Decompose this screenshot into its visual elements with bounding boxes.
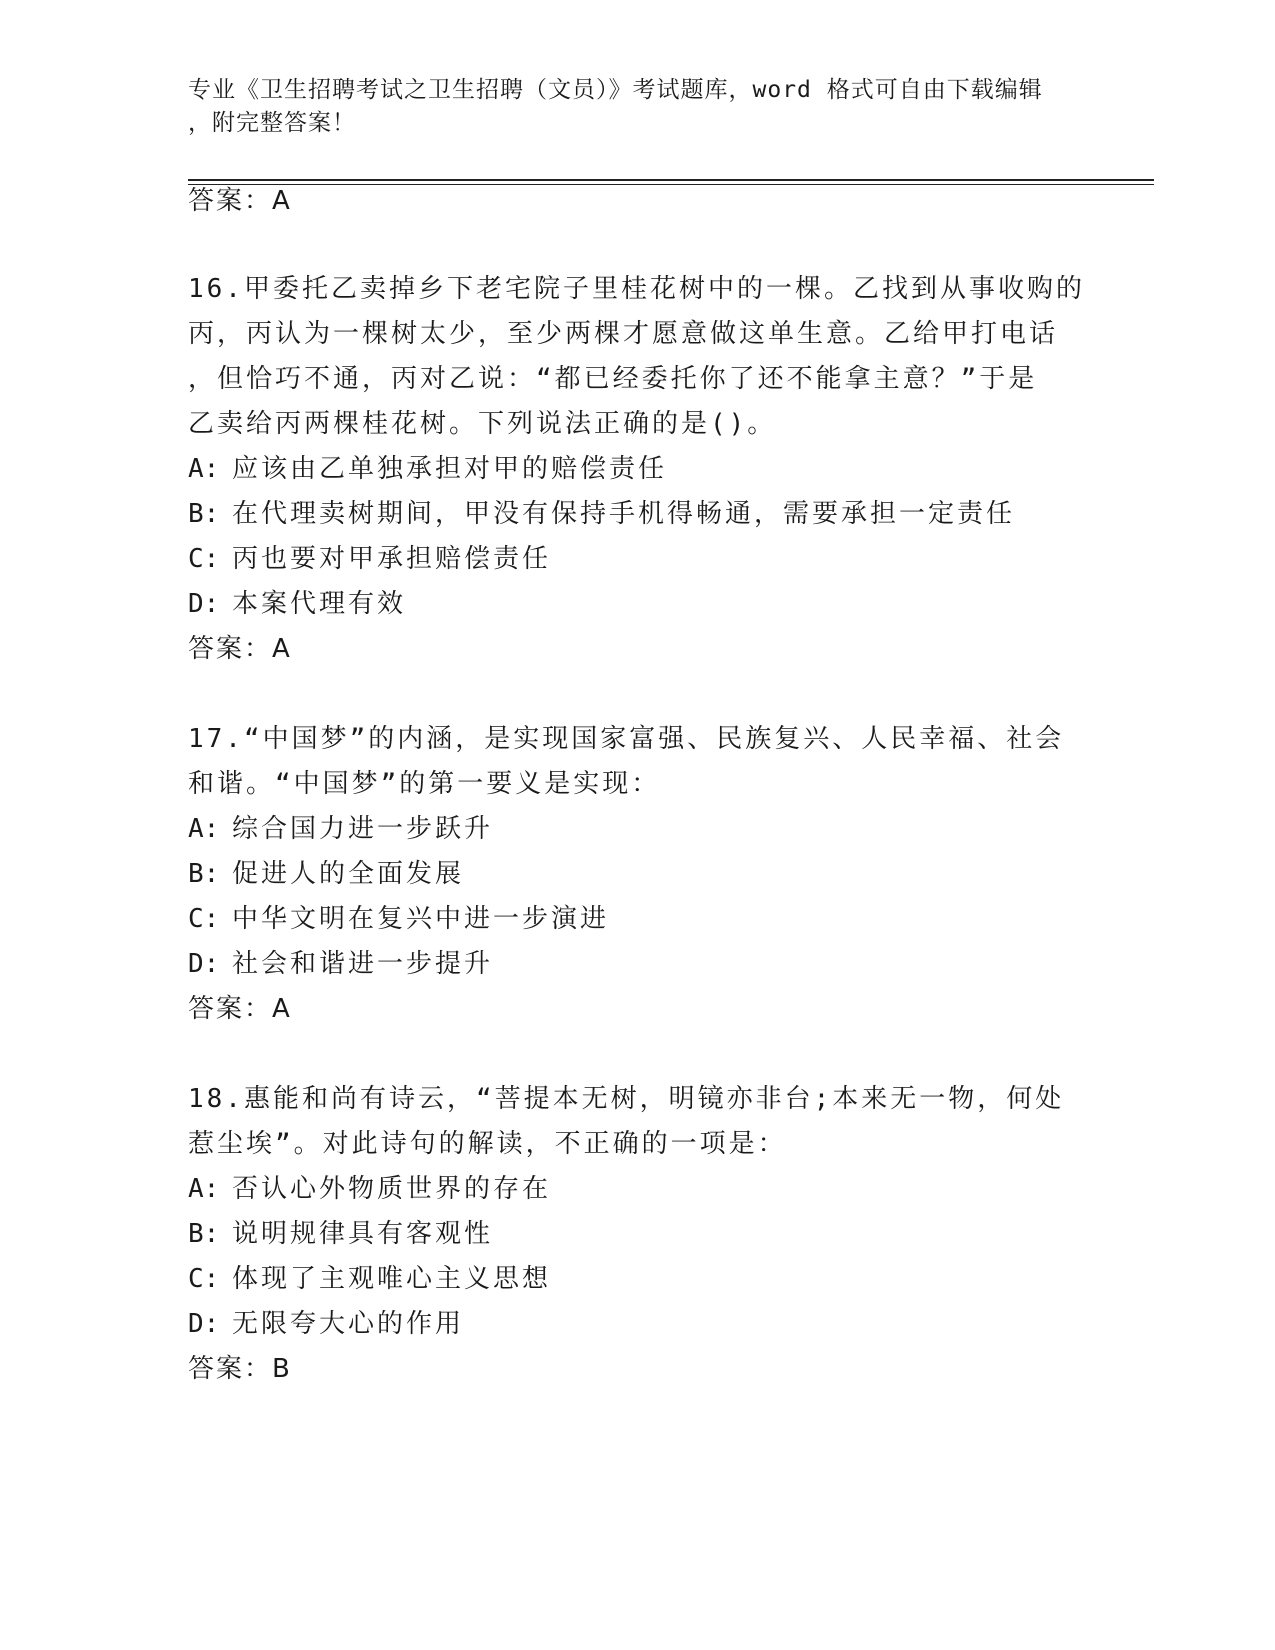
option-a xyxy=(188,814,493,844)
question-stem-line: 17.“中国梦”的内涵，是实现国家富强、民族复兴、人民幸福、社会 xyxy=(188,724,1065,754)
question-stem-line: 18.惠能和尚有诗云，“菩提本无树，明镜亦非台;本来无一物，何处 xyxy=(188,1084,1065,1114)
option-letter: B: xyxy=(188,499,220,529)
option-a xyxy=(188,454,667,484)
question-stem-line: ，但恰巧不通，丙对乙说：“都已经委托你了还不能拿主意？”于是 xyxy=(188,364,1038,394)
option-letter: B: xyxy=(188,859,220,889)
document-header xyxy=(188,74,1088,140)
answer-value: B xyxy=(272,1354,292,1384)
option-b xyxy=(188,499,1015,529)
answer-label: 答案： xyxy=(188,994,273,1024)
option-a xyxy=(188,1174,551,1204)
option-letter: D: xyxy=(188,1309,220,1339)
option-text: 本案代理有效 xyxy=(232,589,407,619)
header-line-2: ，附完整答案！ xyxy=(188,110,356,136)
option-letter: A: xyxy=(188,1174,220,1204)
option-text: 说明规律具有客观性 xyxy=(232,1219,494,1249)
option-d xyxy=(188,1309,464,1339)
answer-label: 答案： xyxy=(188,634,273,664)
option-text: 中华文明在复兴中进一步演进 xyxy=(232,904,610,934)
option-c xyxy=(188,544,551,574)
option-text: 否认心外物质世界的存在 xyxy=(232,1174,552,1204)
option-letter: C: xyxy=(188,1264,220,1294)
option-b xyxy=(188,1219,493,1249)
option-d xyxy=(188,589,406,619)
answer-line xyxy=(188,634,292,664)
answer-label: 答案： xyxy=(188,186,273,216)
option-letter: D: xyxy=(188,949,220,979)
option-text: 丙也要对甲承担赔偿责任 xyxy=(232,544,552,574)
option-c xyxy=(188,904,609,934)
question-stem-line: 乙卖给丙两棵桂花树。下列说法正确的是()。 xyxy=(188,409,777,439)
question-stem-line: 惹尘埃”。对此诗句的解读，不正确的一项是： xyxy=(188,1129,787,1159)
option-letter: A: xyxy=(188,814,220,844)
option-text: 综合国力进一步跃升 xyxy=(232,814,494,844)
question-stem-line: 丙，丙认为一棵树太少，至少两棵才愿意做这单生意。乙给甲打电话 xyxy=(188,319,1059,349)
header-line-1: 专业《卫生招聘考试之卫生招聘（文员）》考试题库，word 格式可自由下载编辑 xyxy=(188,77,1043,103)
option-text: 在代理卖树期间，甲没有保持手机得畅通，需要承担一定责任 xyxy=(232,499,1016,529)
option-d xyxy=(188,949,493,979)
answer-label: 答案： xyxy=(188,1354,273,1384)
option-b xyxy=(188,859,464,889)
option-letter: B: xyxy=(188,1219,220,1249)
option-letter: C: xyxy=(188,904,220,934)
option-text: 体现了主观唯心主义思想 xyxy=(232,1264,552,1294)
answer-value: A xyxy=(272,634,292,664)
answer-value: A xyxy=(272,994,292,1024)
option-letter: D: xyxy=(188,589,220,619)
answer-line xyxy=(188,1354,292,1384)
option-letter: C: xyxy=(188,544,220,574)
header-divider-thin xyxy=(188,184,1154,185)
answer-value: A xyxy=(272,186,292,216)
option-text: 应该由乙单独承担对甲的赔偿责任 xyxy=(232,454,668,484)
header-divider xyxy=(188,179,1154,181)
question-stem-line: 和谐。“中国梦”的第一要义是实现： xyxy=(188,769,661,799)
option-text: 社会和谐进一步提升 xyxy=(232,949,494,979)
answer-line xyxy=(188,994,292,1024)
option-text: 无限夸大心的作用 xyxy=(232,1309,465,1339)
question-stem-line: 16.甲委托乙卖掉乡下老宅院子里桂花树中的一棵。乙找到从事收购的 xyxy=(188,274,1085,304)
option-text: 促进人的全面发展 xyxy=(232,859,465,889)
option-c xyxy=(188,1264,551,1294)
answer-line xyxy=(188,186,292,216)
option-letter: A: xyxy=(188,454,220,484)
